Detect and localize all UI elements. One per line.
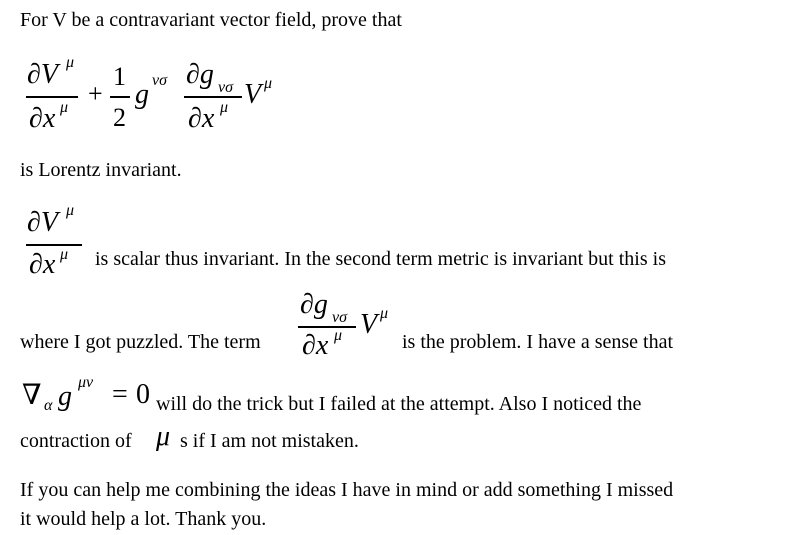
fraction-bar: [26, 244, 82, 246]
superscript-mu: μ: [220, 99, 229, 116]
paragraph-line: s if I am not mistaken.: [180, 430, 359, 452]
equals-sign: =: [112, 379, 128, 410]
denominator-partial-x: ∂x: [302, 330, 329, 361]
fraction-bar: [110, 96, 130, 98]
problem-statement: For V be a contravariant vector field, prove that: [20, 9, 402, 31]
superscript-nu-sigma: νσ: [152, 72, 167, 89]
denominator-partial-x: ∂x: [188, 103, 215, 134]
mu-symbol: μ: [156, 421, 171, 452]
denominator-two: 2: [113, 103, 126, 132]
vector-v: V: [244, 79, 262, 110]
superscript-mu-nu: μν: [78, 374, 94, 391]
denominator-partial-x: ∂x: [29, 249, 56, 280]
numerator-partial-g: ∂g: [300, 289, 328, 320]
paragraph-line: is the problem. I have a sense that: [402, 331, 674, 353]
metric-g: g: [58, 381, 72, 412]
paragraph-line: will do the trick but I failed at the attempt. Also I noticed the: [156, 393, 642, 415]
paragraph-line: it would help a lot. Thank you.: [20, 508, 267, 530]
fraction-bar: [26, 96, 78, 98]
numerator-partial-g: ∂g: [186, 59, 214, 90]
subscript-nu-sigma: νσ: [332, 309, 347, 326]
metric-g: g: [135, 79, 149, 110]
paragraph-line: contraction of: [20, 430, 132, 452]
paragraph-line: is scalar thus invariant. In the second term metric is invariant but this is: [95, 248, 666, 270]
paragraph-line: If you can help me combining the ideas I have in mind or add something I missed: [20, 479, 674, 501]
superscript-mu: μ: [380, 305, 389, 322]
subscript-alpha: α: [44, 397, 53, 414]
superscript-mu: μ: [60, 99, 69, 116]
paragraph-line: where I got puzzled. The term: [20, 331, 261, 353]
superscript-mu: μ: [66, 202, 75, 219]
superscript-mu: μ: [264, 75, 273, 92]
numerator-partial-v: ∂V: [27, 207, 58, 238]
statement-lorentz: is Lorentz invariant.: [20, 159, 182, 181]
superscript-mu: μ: [66, 54, 75, 71]
zero: 0: [136, 379, 150, 410]
superscript-mu: μ: [334, 327, 343, 344]
numerator-partial-v: ∂V: [27, 59, 58, 90]
plus-sign: +: [88, 79, 103, 108]
fraction-bar: [298, 326, 356, 328]
fraction-bar: [184, 96, 242, 98]
numerator-one: 1: [113, 62, 126, 91]
denominator-partial-x: ∂x: [29, 103, 56, 134]
nabla-symbol: ∇: [22, 380, 42, 411]
vector-v: V: [360, 309, 378, 340]
subscript-nu-sigma: νσ: [218, 79, 233, 96]
superscript-mu: μ: [60, 246, 69, 263]
